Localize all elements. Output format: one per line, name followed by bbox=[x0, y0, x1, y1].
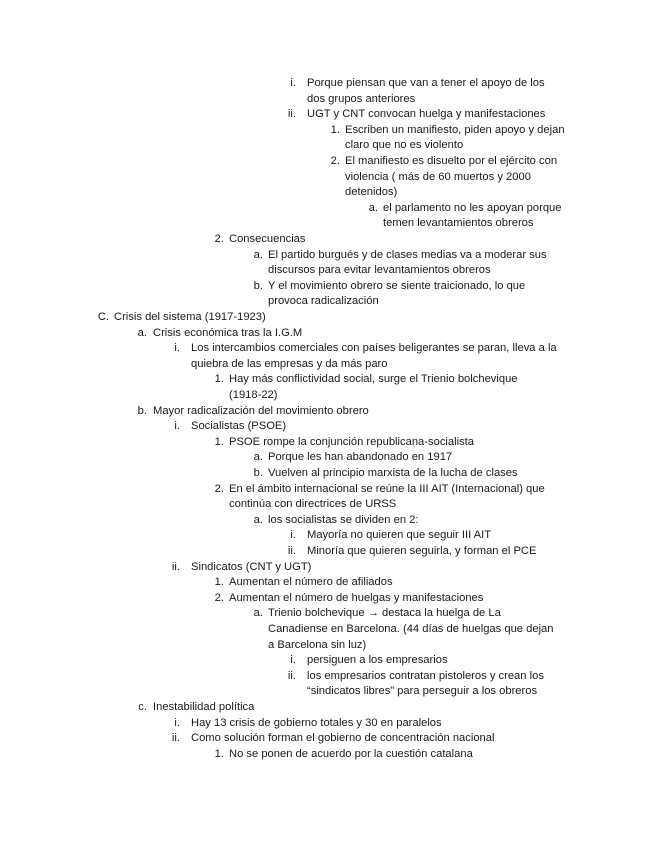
outline-line-text: continúa con directrices de URSS bbox=[229, 498, 397, 511]
outline-line-text: PSOE rompe la conjunción republicana-socialista bbox=[229, 435, 475, 448]
outline-line-text: Canadiense en Barcelona. (44 días de huelgas que dejan bbox=[268, 623, 554, 635]
list-marker: 1. bbox=[214, 747, 224, 760]
outline-line-text: a Barcelona sin luz) bbox=[268, 638, 367, 651]
outline-line-text: Aumentan el número de afiliados bbox=[229, 576, 393, 589]
list-marker: 1. bbox=[330, 123, 340, 136]
outline-line-text: Aumentan el número de huelgas y manifestaciones bbox=[229, 591, 484, 604]
list-marker: i. bbox=[174, 342, 180, 355]
outline-line-text: Hay más conflictividad social, surge el Trienio bolchevique bbox=[229, 373, 518, 386]
outline-line-text: Socialistas (PSOE) bbox=[191, 420, 287, 433]
list-marker: b. bbox=[253, 279, 263, 292]
outline-line-text: No se ponen de acuerdo por la cuestión catalana bbox=[229, 747, 473, 760]
list-marker: i. bbox=[290, 529, 296, 542]
outline-line-text: UGT y CNT convocan huelga y manifestaciones bbox=[307, 108, 546, 121]
outline-line-text: Hay 13 crisis de gobierno totales y 30 en paralelos bbox=[191, 716, 442, 729]
list-marker: a. bbox=[253, 451, 263, 464]
outline-line-text: persiguen a los empresarios bbox=[307, 654, 448, 667]
outline-line-text: Y el movimiento obrero se siente traicionado, lo que bbox=[268, 279, 526, 292]
list-marker: ii. bbox=[287, 108, 296, 121]
outline-line-text: los socialistas se dividen en 2: bbox=[268, 513, 419, 526]
list-marker: i. bbox=[290, 654, 296, 667]
outline-line-text: Escriben un manifiesto, piden apoyo y dejan bbox=[345, 123, 565, 136]
list-marker: a. bbox=[253, 607, 263, 620]
outline-line-text: El manifiesto es disuelto por el ejército con bbox=[345, 155, 558, 167]
list-marker: ii. bbox=[287, 669, 296, 682]
list-marker: 2. bbox=[214, 482, 224, 495]
outline-line-text: Porque piensan que van a tener el apoyo de los bbox=[307, 77, 545, 89]
list-marker: b. bbox=[253, 467, 263, 479]
outline-line-text: Mayor radicalización del movimiento obrero bbox=[153, 404, 369, 417]
list-marker: ii. bbox=[171, 732, 180, 745]
outline-line-text: los empresarios contratan pistoleros y crean los bbox=[307, 669, 544, 682]
list-marker: i. bbox=[174, 716, 180, 729]
list-marker: b. bbox=[137, 404, 147, 417]
list-marker: i. bbox=[174, 420, 180, 433]
list-marker: 1. bbox=[214, 576, 224, 589]
outline-line-text: dos grupos anteriores bbox=[307, 92, 416, 105]
outline-line-text: quiebra de las empresas y da más paro bbox=[191, 357, 388, 370]
list-marker: ii. bbox=[171, 560, 180, 573]
list-marker: 1. bbox=[214, 435, 224, 448]
list-marker: i. bbox=[290, 77, 296, 89]
outline-line-text: detenidos) bbox=[345, 186, 398, 199]
outline-line-text: el parlamento no les apoyan porque bbox=[383, 201, 562, 214]
list-marker: a. bbox=[368, 201, 378, 214]
outline-line-text: “sindicatos libres” para perseguir a los obreros bbox=[307, 685, 538, 698]
outline-line-text: discursos para evitar levantamientos obreros bbox=[268, 264, 491, 277]
outline-line-text: Los intercambios comerciales con países beligerantes se paran, lleva a la bbox=[191, 342, 557, 355]
outline-line-text: Crisis del sistema (1917-1923) bbox=[114, 311, 266, 323]
outline-line-text: Como solución forman el gobierno de concentración nacional bbox=[191, 732, 495, 745]
outline-line-text: Vuelven al principio marxista de la lucha de clases bbox=[268, 467, 518, 479]
outline-line-text: violencia ( más de 60 muertos y 2000 bbox=[345, 170, 531, 183]
outline-line-text: Trienio bolchevique → destaca la huelga de La bbox=[268, 607, 501, 620]
list-marker: c. bbox=[138, 701, 147, 713]
outline-line-text: Crisis económica tras la I.G.M bbox=[153, 326, 303, 339]
outline-line-text: provoca radicalización bbox=[268, 295, 379, 308]
outline-line-text: En el ámbito internacional se reúne la III AIT (Internacional) que bbox=[229, 482, 545, 495]
list-marker: 2. bbox=[330, 155, 340, 167]
list-marker: a. bbox=[253, 248, 263, 261]
list-marker: 2. bbox=[214, 591, 224, 604]
outline-line-text: Consecuencias bbox=[229, 233, 306, 245]
outline-line-text: Mayoría no quieren que seguir III AIT bbox=[307, 529, 492, 542]
list-marker: ii. bbox=[287, 545, 296, 557]
outline-line-text: temen levantamientos obreros bbox=[383, 217, 534, 230]
outline-line-text: Inestabilidad política bbox=[153, 701, 255, 713]
outline-line-text: Sindicatos (CNT y UGT) bbox=[191, 560, 312, 573]
list-marker: C. bbox=[97, 311, 109, 323]
outline-line-text: Minoría que quieren seguirla, y forman el PCE bbox=[307, 545, 537, 557]
list-marker: a. bbox=[137, 326, 147, 339]
list-marker: a. bbox=[253, 513, 263, 526]
outline-line-text: El partido burgués y de clases medias va a moderar sus bbox=[268, 248, 547, 261]
list-marker: 1. bbox=[214, 373, 224, 386]
outline-line-text: Porque les han abandonado en 1917 bbox=[268, 451, 453, 464]
outline-line-text: claro que no es violento bbox=[345, 139, 464, 152]
list-marker: 2. bbox=[214, 233, 224, 245]
outline-line-text: (1918-22) bbox=[229, 389, 278, 401]
